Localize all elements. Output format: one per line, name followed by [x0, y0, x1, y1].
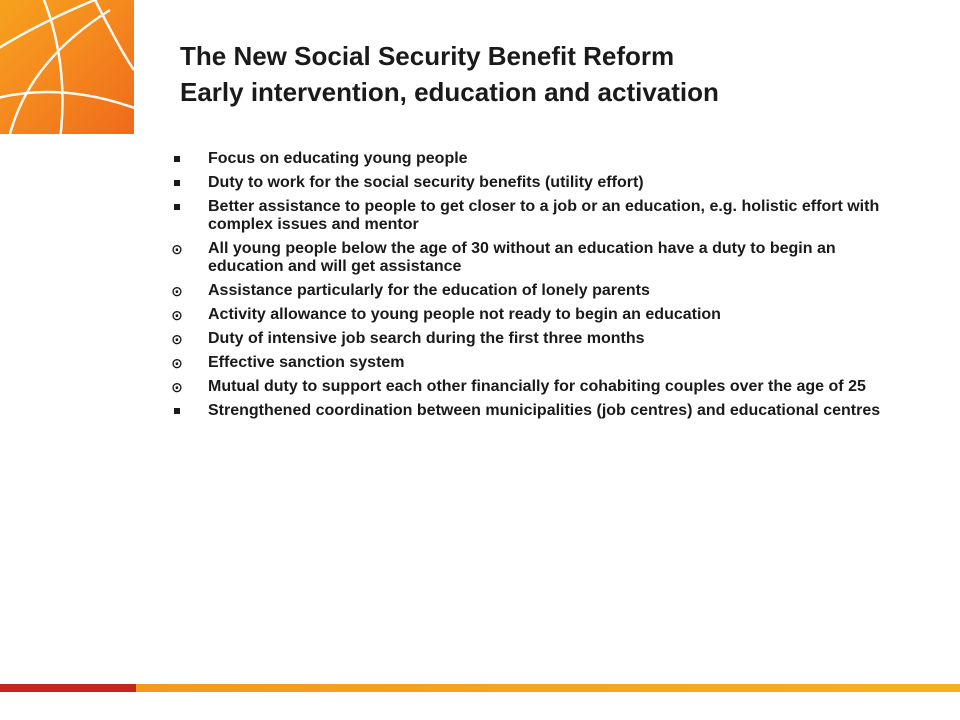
circle-dot-bullet-icon: ⊙ [171, 379, 183, 395]
bullet-item [168, 174, 898, 192]
brand-logo [0, 0, 134, 134]
bullet-list [168, 150, 898, 426]
bullet-text: Duty of intensive job search during the first three months [208, 330, 645, 347]
bullet-item [168, 354, 898, 372]
bullet-text: Mutual duty to support each other financially for cohabiting couples over the age of 25 [208, 378, 866, 395]
bullet-item [168, 378, 898, 396]
circle-dot-bullet-icon: ⊙ [171, 241, 183, 257]
bullet-item [168, 306, 898, 324]
bullet-item [168, 240, 898, 276]
title-line-1: The New Social Security Benefit Reform [180, 41, 675, 71]
footer-bar-red [0, 684, 136, 692]
slide-title [180, 38, 940, 110]
bullet-item [168, 150, 898, 168]
bullet-text: Effective sanction system [208, 354, 405, 371]
bullet-item [168, 402, 898, 420]
circle-dot-bullet-icon: ⊙ [171, 331, 183, 347]
bullet-item [168, 198, 898, 234]
footer-bar [0, 684, 960, 692]
bullet-text: Duty to work for the social security benefits (utility effort) [208, 174, 644, 191]
footer-bar-orange [136, 684, 960, 692]
bullet-item [168, 330, 898, 348]
bullet-item [168, 282, 898, 300]
bullet-text: Better assistance to people to get closer to a job or an education, e.g. holistic effort with complex issues and mentor [208, 198, 880, 233]
bullet-text: Strengthened coordination between municipalities (job centres) and educational centres [208, 402, 881, 419]
logo-arcs [0, 0, 134, 134]
title-line-2: Early intervention, education and activation [180, 77, 719, 107]
bullet-text: Activity allowance to young people not ready to begin an education [208, 306, 721, 323]
bullet-text: All young people below the age of 30 without an education have a duty to begin an education and will get assistance [208, 240, 836, 275]
circle-dot-bullet-icon: ⊙ [171, 355, 183, 371]
bullet-text: Focus on educating young people [208, 150, 468, 167]
circle-dot-bullet-icon: ⊙ [171, 307, 183, 323]
circle-dot-bullet-icon: ⊙ [171, 283, 183, 299]
bullet-text: Assistance particularly for the education of lonely parents [208, 282, 650, 299]
